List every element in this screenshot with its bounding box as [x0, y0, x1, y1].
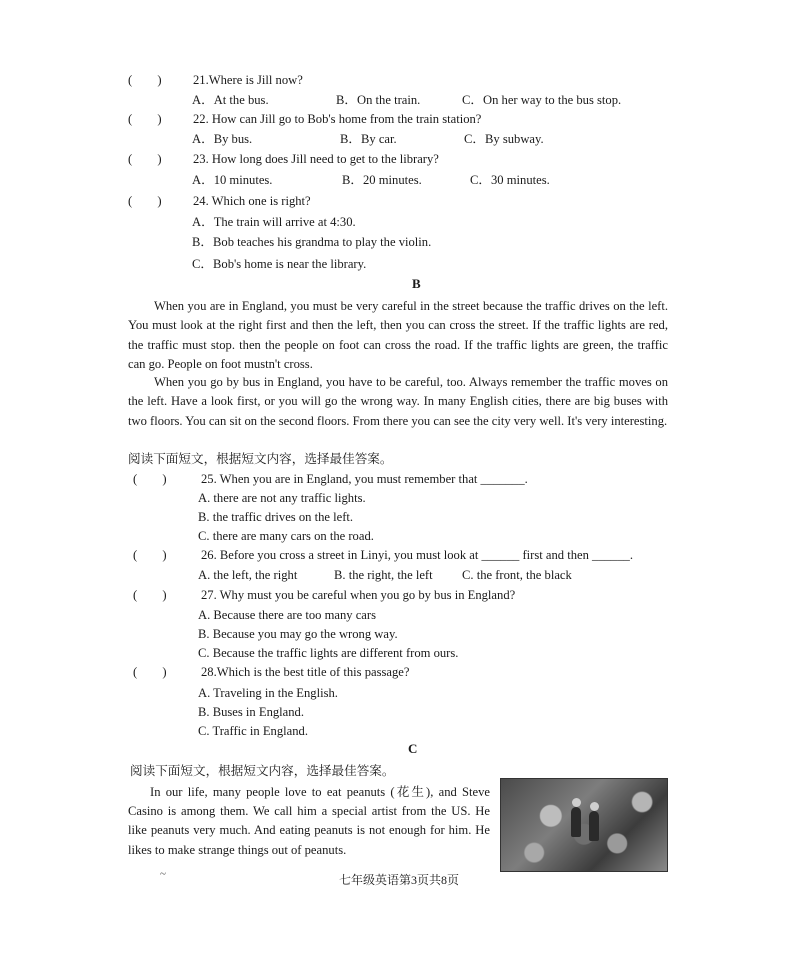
section-c-heading: C: [408, 741, 418, 756]
option-c: C．By subway.: [464, 132, 544, 146]
option-c: C. the front, the black: [462, 568, 572, 582]
option-c: C．30 minutes.: [470, 173, 550, 187]
answer-paren: ( ): [128, 73, 162, 87]
option-a: A. Because there are too many cars: [198, 608, 376, 622]
option-b: B. the right, the left: [334, 568, 433, 582]
passage-b-paragraph-1: When you are in England, you must be very careful in the street because the traffic drives on the left. You must look at the right first and then the left, then you can cross the street. If the traffic lights are red, the traffic must stop. then the people on foot can cross the road. If the traffic lights are green, the traffic can go. People on foot mustn't cross.: [128, 299, 668, 372]
question-22: ( ) 22. How can Jill go to Bob's home from the train station?: [128, 112, 482, 126]
question-26: ( ) 26. Before you cross a street in Linyi, you must look at ______ first and then ______.: [133, 548, 633, 562]
option-a: A. the left, the right: [198, 568, 298, 582]
option-b: B．On the train.: [336, 93, 421, 107]
question-24: ( ) 24. Which one is right?: [128, 194, 311, 208]
option-a: A．10 minutes.: [192, 173, 273, 187]
answer-paren: ( ): [133, 472, 167, 486]
option-c: C．Bob's home is near the library.: [192, 257, 367, 271]
answer-paren: ( ): [133, 588, 167, 602]
section-b-heading: B: [412, 276, 421, 291]
option-b: B．20 minutes.: [342, 173, 422, 187]
peanut-figure: [571, 807, 581, 837]
page-footer: 七年级英语第3页共8页: [339, 873, 460, 887]
question-23: ( ) 23. How long does Jill need to get to the library?: [128, 152, 439, 166]
answer-paren: ( ): [133, 548, 167, 562]
answer-paren: ( ): [128, 194, 162, 208]
answer-paren: ( ): [128, 152, 162, 166]
option-b: B．Bob teaches his grandma to play the violin.: [192, 235, 432, 249]
option-a: A．The train will arrive at 4:30.: [192, 215, 356, 229]
question-21: ( ) 21.Where is Jill now?: [128, 73, 303, 87]
question-25: ( ) 25. When you are in England, you must remember that _______.: [133, 472, 528, 486]
option-c: C. Because the traffic lights are different from ours.: [198, 646, 459, 660]
option-c: C. Traffic in England.: [198, 724, 308, 738]
option-b: B. Because you may go the wrong way.: [198, 627, 398, 641]
answer-paren: ( ): [133, 665, 167, 679]
option-c: C．On her way to the bus stop.: [462, 93, 622, 107]
passage-b-paragraph-2: When you go by bus in England, you have to be careful, too. Always remember the traffic moves on the left. Have a look first, or you will go the wrong way. In many English cities, there are big buses with two floors. You can sit on the second floors. From there you can see the city very well. It's very interesting.: [128, 375, 668, 428]
peanut-figure: [589, 811, 599, 841]
option-b: B. the traffic drives on the left.: [198, 510, 354, 524]
option-a: A．By bus.: [192, 132, 253, 146]
option-b: B．By car.: [340, 132, 397, 146]
question-27: ( ) 27. Why must you be careful when you go by bus in England?: [133, 588, 516, 602]
option-a: A．At the bus.: [192, 93, 269, 107]
stray-mark: ~: [160, 868, 166, 880]
instruction-c: 阅读下面短文，根据短文内容，选择最佳答案。: [130, 764, 395, 778]
passage-c-paragraph: In our life, many people love to eat peanuts (花生), and Steve Casino is among them. We call him a special artist from the US. He like peanuts very much. And eating peanuts is not enough for him. He likes to make strange things out of peanuts.: [128, 785, 490, 857]
answer-paren: ( ): [128, 112, 162, 126]
question-28: ( ) 28.Which is the best title of this passage?: [133, 665, 410, 679]
option-b: B. Buses in England.: [198, 705, 304, 719]
peanut-art-photo: [500, 778, 668, 872]
option-a: A. there are not any traffic lights.: [198, 491, 366, 505]
instruction-b: 阅读下面短文，根据短文内容，选择最佳答案。: [128, 452, 393, 466]
option-a: A. Traveling in the English.: [198, 686, 338, 700]
option-c: C. there are many cars on the road.: [198, 529, 374, 543]
